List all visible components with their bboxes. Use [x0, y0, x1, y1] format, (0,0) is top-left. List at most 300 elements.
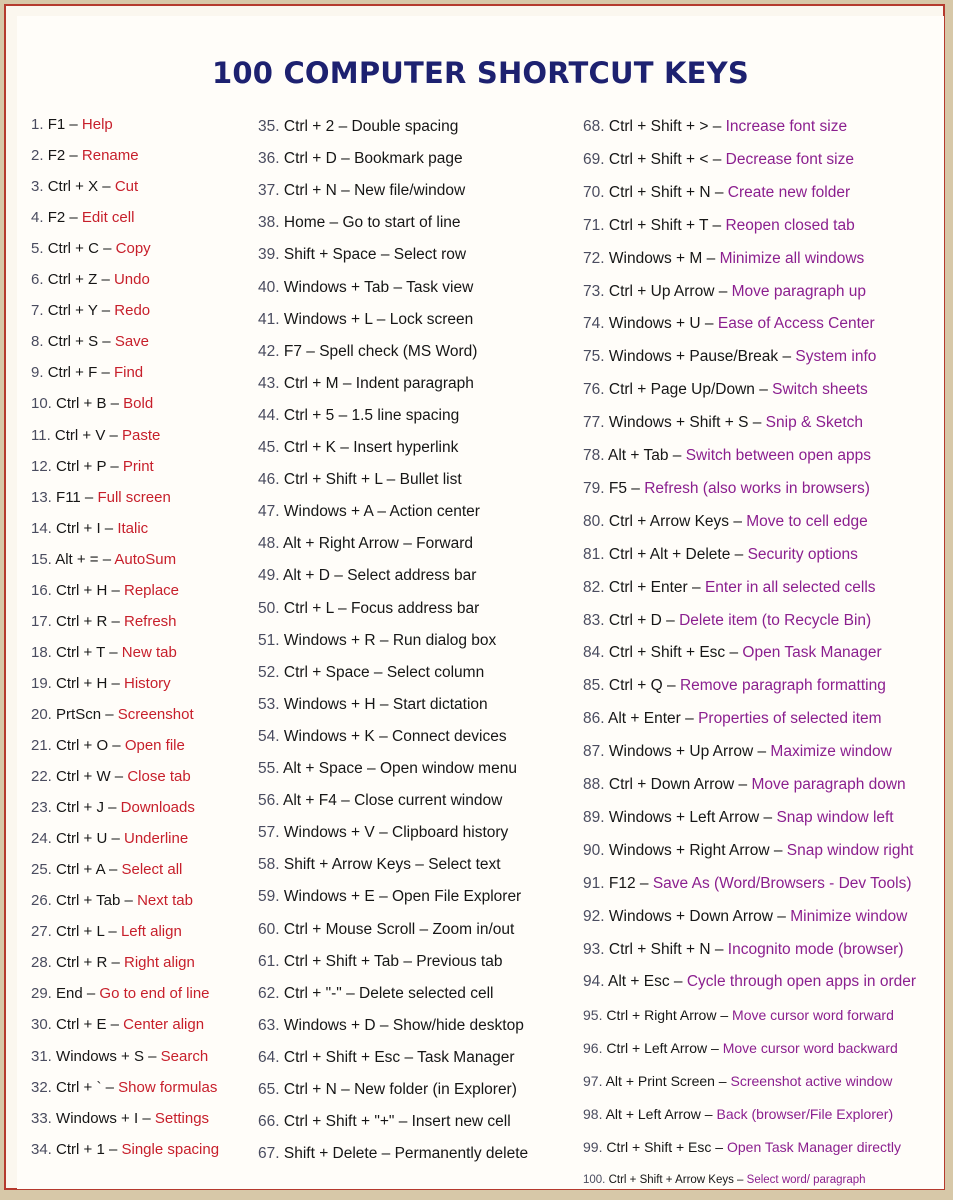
- shortcut-description: Task Manager: [417, 1048, 515, 1066]
- shortcut-description: Settings: [154, 1109, 210, 1127]
- shortcut-item: [258, 146, 463, 172]
- separator-dash: –: [65, 209, 82, 227]
- separator-dash: –: [106, 395, 124, 413]
- separator-dash: –: [336, 150, 355, 168]
- shortcut-number: 33.: [31, 1109, 52, 1127]
- separator-dash: –: [98, 333, 115, 351]
- separator-dash: –: [394, 1113, 412, 1131]
- separator-dash: –: [389, 278, 407, 296]
- shortcut-number: 80.: [583, 512, 605, 530]
- shortcut-item: [31, 547, 176, 573]
- separator-dash: –: [334, 118, 352, 135]
- shortcut-keys: Ctrl + J: [56, 799, 104, 817]
- shortcut-description: Run dialog box: [392, 631, 497, 649]
- shortcut-item: [31, 857, 182, 883]
- shortcut-keys: Ctrl + T: [56, 643, 106, 661]
- separator-dash: –: [82, 985, 100, 1003]
- shortcut-number: 55.: [258, 760, 280, 777]
- separator-dash: –: [107, 674, 124, 692]
- shortcut-description: History: [123, 674, 171, 692]
- shortcut-keys: Windows + H: [283, 695, 376, 713]
- shortcut-item: [583, 1134, 901, 1160]
- shortcut-number: 59.: [258, 888, 280, 906]
- shortcut-number: 52.: [258, 663, 280, 681]
- shortcut-item: [583, 640, 882, 666]
- shortcut-description: Bookmark page: [354, 150, 463, 168]
- shortcut-keys: Ctrl + H: [56, 581, 108, 599]
- shortcut-item: [583, 509, 868, 535]
- shortcut-item: [258, 660, 484, 686]
- separator-dash: –: [708, 216, 726, 234]
- separator-dash: –: [734, 776, 752, 793]
- shortcut-number: 49.: [258, 567, 280, 585]
- shortcut-keys: Ctrl + Shift + Arrow Keys: [608, 1173, 734, 1186]
- shortcut-keys: Ctrl + Shift + T: [608, 216, 709, 234]
- shortcut-number: 24.: [31, 830, 52, 848]
- separator-dash: –: [98, 178, 115, 196]
- separator-dash: –: [301, 342, 320, 360]
- separator-dash: –: [101, 1078, 119, 1096]
- shortcut-description: Select all: [121, 861, 183, 879]
- shortcut-number: 94.: [583, 973, 605, 991]
- shortcut-description: Task view: [406, 278, 474, 296]
- shortcut-description: Copy: [115, 240, 151, 258]
- shortcut-item: [31, 267, 150, 293]
- separator-dash: –: [106, 1016, 124, 1034]
- shortcut-item: [583, 443, 871, 469]
- shortcut-keys: Ctrl + Space: [283, 663, 370, 681]
- shortcut-keys: Ctrl + Z: [47, 271, 98, 289]
- shortcut-keys: Windows + I: [56, 1109, 139, 1127]
- shortcut-item: [258, 1109, 511, 1135]
- shortcut-description: Show formulas: [118, 1078, 218, 1096]
- shortcut-description: Insert new cell: [411, 1113, 511, 1131]
- shortcut-description: Switch sheets: [772, 381, 868, 399]
- separator-dash: –: [759, 808, 777, 826]
- shortcut-keys: Alt + Esc: [608, 973, 670, 991]
- shortcut-keys: Ctrl + "-": [283, 984, 342, 1002]
- shortcut-keys: Ctrl + Shift + >: [608, 118, 709, 135]
- shortcut-keys: Ctrl + Left Arrow: [606, 1040, 708, 1057]
- shortcut-description: Ease of Access Center: [717, 315, 875, 333]
- shortcut-number: 41.: [258, 310, 280, 328]
- separator-dash: –: [105, 426, 123, 444]
- shortcut-keys: End: [56, 985, 83, 1003]
- shortcut-item: [258, 1077, 517, 1103]
- shortcut-keys: Alt + Tab: [608, 447, 669, 464]
- shortcut-item: [258, 788, 502, 814]
- shortcut-item: [31, 143, 139, 169]
- shortcut-item: [583, 1002, 894, 1028]
- separator-dash: –: [399, 952, 417, 970]
- shortcut-description: Connect devices: [392, 727, 507, 745]
- shortcut-keys: Ctrl + H: [56, 674, 108, 692]
- shortcut-description: Maximize window: [770, 743, 892, 761]
- separator-dash: –: [707, 1040, 723, 1057]
- separator-dash: –: [336, 792, 355, 810]
- shortcut-number: 64.: [258, 1048, 280, 1066]
- separator-dash: –: [138, 1109, 155, 1127]
- shortcut-keys: Windows + Left Arrow: [608, 808, 760, 826]
- shortcut-keys: Ctrl + Shift + N: [608, 940, 711, 958]
- shortcut-number: 45.: [258, 439, 280, 456]
- shortcut-description: Zoom in/out: [432, 920, 515, 938]
- shortcut-number: 73.: [583, 282, 605, 300]
- shortcut-number: 2.: [31, 147, 44, 165]
- shortcut-item: [258, 724, 507, 750]
- separator-dash: –: [104, 923, 121, 941]
- shortcut-number: 22.: [31, 768, 52, 786]
- shortcut-description: System info: [795, 348, 877, 366]
- shortcut-number: 40.: [258, 278, 280, 296]
- shortcut-number: 58.: [258, 856, 280, 874]
- shortcut-description: 1.5 line spacing: [351, 406, 460, 424]
- separator-dash: –: [377, 1145, 395, 1163]
- shortcut-item: [31, 236, 151, 262]
- separator-dash: –: [769, 841, 787, 859]
- shortcut-item: [31, 702, 194, 728]
- shortcut-item: [258, 981, 493, 1007]
- shortcut-item: [31, 423, 160, 449]
- separator-dash: –: [336, 182, 355, 200]
- shortcut-number: 50.: [258, 599, 280, 617]
- shortcut-description: Snip & Sketch: [765, 414, 864, 432]
- shortcut-item: [583, 1035, 898, 1061]
- shortcut-number: 16.: [31, 581, 52, 599]
- shortcut-item: [31, 1137, 219, 1163]
- shortcut-description: Refresh: [123, 612, 177, 630]
- shortcut-number: 1.: [31, 116, 44, 133]
- shortcut-item: [31, 391, 153, 417]
- separator-dash: –: [65, 147, 82, 165]
- shortcut-item: [258, 499, 480, 525]
- shortcut-number: 86.: [583, 710, 605, 728]
- shortcut-number: 71.: [583, 216, 605, 234]
- shortcut-keys: Alt + Space: [283, 760, 363, 777]
- shortcut-keys: Ctrl + Y: [47, 302, 98, 320]
- shortcut-keys: Ctrl + M: [283, 374, 339, 392]
- shortcut-item: [258, 1141, 528, 1167]
- separator-dash: –: [710, 940, 728, 958]
- shortcut-number: 98.: [583, 1106, 603, 1122]
- shortcut-item: [258, 403, 459, 429]
- shortcut-description: New folder (in Explorer): [354, 1081, 517, 1098]
- separator-dash: –: [733, 1173, 747, 1186]
- shortcut-description: Minimize window: [790, 907, 908, 925]
- shortcut-description: Close tab: [127, 768, 191, 786]
- shortcut-description: Screenshot: [117, 705, 194, 723]
- separator-dash: –: [120, 892, 138, 910]
- separator-dash: –: [333, 599, 351, 617]
- shortcut-number: 75.: [583, 348, 605, 366]
- shortcut-number: 87.: [583, 743, 605, 761]
- shortcut-keys: Ctrl + Shift + Esc: [283, 1048, 401, 1066]
- shortcut-item: [31, 112, 113, 138]
- shortcut-keys: Windows + S: [56, 1047, 144, 1065]
- shortcut-keys: Ctrl + F: [47, 364, 98, 382]
- shortcut-item: [258, 884, 521, 910]
- shortcut-description: Snap window right: [786, 841, 914, 859]
- shortcut-number: 25.: [31, 861, 52, 879]
- shortcut-description: Properties of selected item: [698, 710, 882, 728]
- shortcut-keys: Ctrl + N: [283, 182, 337, 200]
- shortcut-description: Previous tab: [416, 952, 503, 970]
- shortcut-item: [258, 307, 473, 333]
- separator-dash: –: [110, 768, 128, 786]
- shortcut-item: [31, 205, 134, 231]
- shortcut-number: 31.: [31, 1047, 52, 1065]
- shortcut-number: 85.: [583, 677, 605, 695]
- shortcut-number: 95.: [583, 1007, 603, 1024]
- shortcut-description: Screenshot active window: [730, 1073, 893, 1090]
- shortcut-item: [31, 733, 185, 759]
- shortcut-number: 81.: [583, 545, 605, 563]
- shortcut-item: [258, 1045, 514, 1071]
- shortcut-item: [258, 692, 488, 718]
- shortcut-item: [583, 608, 871, 634]
- shortcut-item: [31, 609, 177, 635]
- shortcut-description: Search: [160, 1047, 209, 1065]
- shortcut-item: [31, 360, 143, 386]
- shortcut-keys: F11: [56, 488, 81, 506]
- shortcut-keys: Ctrl + L: [283, 599, 334, 617]
- shortcut-item: [583, 706, 882, 732]
- shortcut-item: [31, 329, 149, 355]
- shortcut-description: Delete item (to Recycle Bin): [679, 611, 872, 629]
- shortcut-keys: F12: [608, 874, 636, 892]
- shortcut-item: [583, 542, 858, 568]
- shortcut-keys: Windows + U: [608, 315, 701, 333]
- shortcut-description: Save: [114, 333, 150, 351]
- shortcut-keys: Windows + Up Arrow: [608, 743, 754, 761]
- shortcut-keys: Shift + Arrow Keys: [283, 856, 411, 874]
- separator-dash: –: [669, 973, 687, 991]
- shortcut-number: 10.: [31, 395, 52, 413]
- shortcut-keys: Ctrl + Q: [608, 677, 663, 695]
- shortcut-number: 36.: [258, 150, 280, 168]
- shortcut-number: 30.: [31, 1016, 52, 1034]
- separator-dash: –: [106, 457, 123, 475]
- shortcut-keys: Ctrl + D: [283, 150, 337, 168]
- shortcut-keys: Alt + D: [283, 567, 330, 585]
- shortcut-item: [583, 1167, 866, 1193]
- separator-dash: –: [335, 439, 354, 456]
- shortcut-description: Close current window: [354, 792, 503, 810]
- shortcut-number: 47.: [258, 503, 280, 521]
- separator-dash: –: [107, 954, 124, 972]
- shortcut-keys: Ctrl + X: [47, 178, 99, 196]
- separator-dash: –: [714, 282, 732, 300]
- shortcut-description: Center align: [123, 1016, 205, 1034]
- separator-dash: –: [329, 567, 348, 585]
- shortcut-item: [258, 467, 462, 493]
- shortcut-description: Save As (Word/Browsers - Dev Tools): [652, 874, 912, 892]
- shortcut-keys: Ctrl + A: [56, 861, 105, 879]
- shortcut-item: [31, 454, 154, 480]
- shortcut-keys: Alt + Right Arrow: [283, 535, 399, 553]
- separator-dash: –: [369, 663, 387, 681]
- shortcut-number: 27.: [31, 923, 52, 941]
- shortcut-item: [583, 377, 868, 403]
- shortcut-description: Full screen: [97, 488, 171, 506]
- shortcut-number: 46.: [258, 471, 280, 489]
- shortcut-number: 44.: [258, 406, 280, 424]
- shortcut-number: 62.: [258, 984, 280, 1002]
- shortcut-keys: Ctrl + Shift + "+": [283, 1113, 395, 1131]
- separator-dash: –: [687, 578, 705, 596]
- shortcut-keys: Ctrl + W: [56, 768, 111, 786]
- shortcut-keys: Ctrl + Right Arrow: [606, 1007, 717, 1024]
- shortcut-number: 67.: [258, 1145, 280, 1163]
- shortcut-number: 97.: [583, 1073, 603, 1090]
- shortcut-number: 13.: [31, 488, 52, 506]
- separator-dash: –: [668, 447, 686, 464]
- shortcut-number: 35.: [258, 118, 280, 135]
- shortcut-number: 63.: [258, 1016, 280, 1034]
- separator-dash: –: [702, 249, 720, 267]
- shortcut-item: [31, 640, 177, 666]
- shortcut-description: Minimize all windows: [719, 249, 865, 267]
- shortcut-keys: Alt + =: [55, 550, 99, 568]
- separator-dash: –: [372, 310, 390, 328]
- shortcut-item: [31, 764, 191, 790]
- separator-dash: –: [716, 1007, 733, 1024]
- shortcut-description: Enter in all selected cells: [704, 578, 876, 596]
- shortcut-description: Bullet list: [399, 471, 462, 489]
- shortcut-item: [583, 476, 870, 502]
- shortcut-keys: Ctrl + Mouse Scroll: [283, 920, 416, 938]
- shortcut-description: Security options: [747, 545, 858, 563]
- shortcut-description: Select row: [393, 246, 467, 264]
- shortcut-number: 66.: [258, 1113, 280, 1131]
- shortcut-keys: Windows + K: [283, 727, 375, 745]
- page-title: 100 COMPUTER SHORTCUT KEYS: [212, 56, 749, 90]
- shortcut-keys: Ctrl + O: [56, 737, 109, 754]
- shortcut-item: [31, 174, 138, 200]
- shortcut-keys: Ctrl + Shift + L: [283, 471, 383, 489]
- shortcut-item: [31, 826, 188, 852]
- shortcut-number: 99.: [583, 1138, 603, 1155]
- shortcut-keys: Ctrl + I: [56, 519, 101, 537]
- shortcut-number: 38.: [258, 214, 280, 232]
- shortcut-description: Bold: [123, 395, 154, 413]
- separator-dash: –: [97, 364, 114, 382]
- separator-dash: –: [107, 581, 124, 599]
- shortcut-number: 92.: [583, 907, 605, 925]
- shortcut-keys: Ctrl + L: [56, 923, 105, 941]
- separator-dash: –: [107, 830, 124, 848]
- shortcut-keys: F1: [47, 116, 66, 133]
- separator-dash: –: [700, 1106, 717, 1122]
- shortcut-item: [31, 1012, 204, 1038]
- shortcut-number: 18.: [31, 643, 52, 661]
- shortcut-number: 79.: [583, 479, 605, 497]
- separator-dash: –: [334, 406, 352, 424]
- shortcut-description: Edit cell: [81, 209, 135, 227]
- separator-dash: –: [374, 727, 392, 745]
- shortcut-number: 56.: [258, 792, 280, 810]
- shortcut-number: 60.: [258, 920, 280, 938]
- shortcut-item: [583, 344, 876, 370]
- shortcut-description: Next tab: [137, 892, 193, 910]
- shortcut-keys: Windows + A: [283, 503, 374, 521]
- shortcut-description: Downloads: [120, 799, 195, 817]
- shortcut-number: 78.: [583, 447, 605, 464]
- shortcut-number: 9.: [31, 364, 44, 382]
- separator-dash: –: [338, 374, 356, 392]
- shortcut-description: Indent paragraph: [355, 374, 474, 392]
- shortcut-item: [31, 1106, 209, 1132]
- shortcut-number: 88.: [583, 776, 605, 793]
- shortcut-keys: Ctrl + Shift + <: [608, 150, 709, 168]
- shortcut-item: [258, 210, 461, 236]
- shortcut-item: [583, 410, 863, 436]
- shortcut-keys: Windows + Down Arrow: [608, 907, 773, 925]
- separator-dash: –: [400, 1048, 418, 1066]
- shortcut-item: [583, 311, 875, 337]
- shortcut-item: [583, 805, 894, 831]
- shortcut-keys: Windows + V: [283, 824, 375, 842]
- shortcut-keys: Ctrl + Shift + Esc: [606, 1138, 712, 1155]
- separator-dash: –: [382, 471, 400, 489]
- separator-dash: –: [753, 743, 771, 761]
- shortcut-item: [31, 919, 182, 945]
- shortcut-number: 96.: [583, 1040, 603, 1057]
- shortcut-item: [258, 756, 517, 782]
- shortcut-item: [31, 516, 148, 542]
- shortcut-keys: Windows + D: [283, 1016, 376, 1034]
- shortcut-item: [31, 888, 193, 914]
- shortcut-item: [583, 673, 886, 699]
- shortcut-item: [583, 1068, 892, 1094]
- separator-dash: –: [708, 118, 726, 135]
- shortcut-number: 20.: [31, 705, 52, 723]
- shortcut-number: 83.: [583, 611, 605, 629]
- shortcut-keys: Ctrl + S: [47, 333, 99, 351]
- shortcut-keys: Ctrl + Alt + Delete: [608, 545, 731, 563]
- shortcut-number: 68.: [583, 118, 605, 135]
- shortcut-keys: Ctrl + Page Up/Down: [608, 381, 755, 399]
- shortcut-description: Left align: [120, 923, 182, 941]
- separator-dash: –: [65, 116, 82, 133]
- shortcut-description: Move to cell edge: [746, 512, 868, 530]
- shortcut-keys: Ctrl + R: [56, 612, 108, 630]
- shortcut-item: [31, 981, 210, 1007]
- shortcut-number: 70.: [583, 183, 605, 201]
- shortcut-description: Undo: [113, 271, 150, 289]
- shortcut-description: Find: [113, 364, 144, 382]
- separator-dash: –: [398, 535, 417, 553]
- separator-dash: –: [725, 644, 743, 662]
- shortcut-keys: Ctrl + E: [56, 1016, 107, 1034]
- separator-dash: –: [662, 677, 680, 695]
- shortcut-description: Select column: [386, 663, 485, 681]
- shortcut-keys: Ctrl + Shift + Tab: [283, 952, 400, 970]
- shortcut-keys: F2: [47, 147, 66, 165]
- shortcut-number: 19.: [31, 674, 52, 692]
- shortcut-keys: F5: [608, 479, 627, 497]
- shortcut-number: 7.: [31, 302, 44, 320]
- separator-dash: –: [375, 1016, 393, 1034]
- shortcut-number: 54.: [258, 727, 280, 745]
- shortcut-keys: Windows + M: [608, 249, 703, 267]
- shortcut-number: 21.: [31, 737, 52, 754]
- separator-dash: –: [101, 705, 118, 723]
- shortcut-number: 100.: [583, 1173, 606, 1186]
- shortcut-description: Redo: [114, 302, 151, 320]
- shortcut-number: 11.: [31, 426, 51, 444]
- shortcut-description: Move paragraph up: [731, 282, 867, 300]
